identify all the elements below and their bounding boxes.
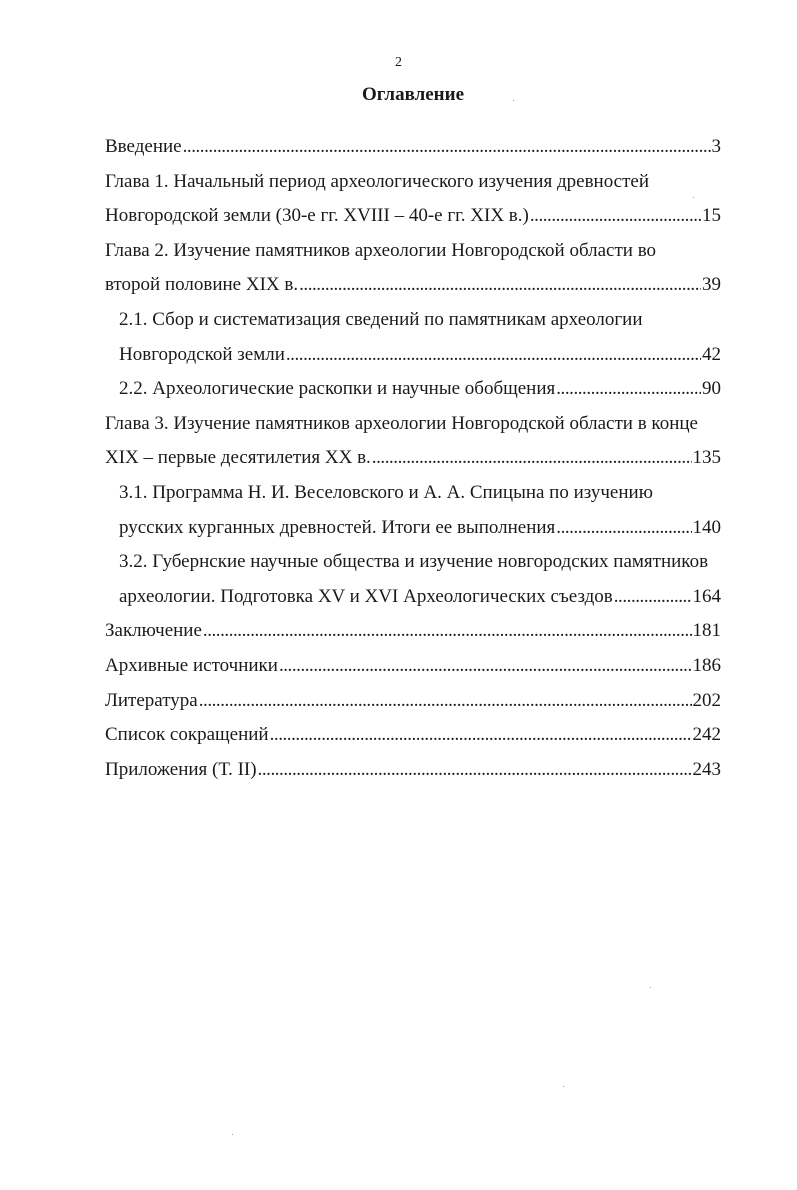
toc-entry-text: Литература bbox=[105, 689, 198, 711]
dot-leader bbox=[556, 372, 701, 407]
toc-entry-conclusion bbox=[105, 614, 721, 649]
toc-page-number: 242 bbox=[692, 724, 721, 746]
toc-page-number: 202 bbox=[692, 689, 721, 711]
page-number: 2 bbox=[395, 55, 402, 70]
toc-entry-text: Глава 3. Изучение памятников археологии Новгородской области в конце bbox=[105, 412, 698, 434]
toc-page-number: 186 bbox=[692, 654, 721, 676]
toc-page-number: 140 bbox=[692, 516, 721, 538]
toc-entry-chapter-1-cont bbox=[105, 199, 721, 234]
toc-entry-text: Список сокращений bbox=[105, 724, 269, 746]
toc-page-number: 15 bbox=[702, 205, 721, 227]
dot-leader bbox=[530, 199, 701, 234]
dot-leader bbox=[258, 753, 692, 788]
toc-entry-section-2-1-cont bbox=[105, 338, 721, 373]
toc-entry-chapter-1 bbox=[105, 165, 721, 200]
toc-entry-text: XIX – первые десятилетия XX в. bbox=[105, 447, 371, 469]
toc-entry-archival-sources bbox=[105, 649, 721, 684]
scan-speck bbox=[650, 987, 651, 988]
scan-speck bbox=[232, 1134, 233, 1135]
table-of-contents bbox=[105, 130, 721, 787]
toc-entry-chapter-3 bbox=[105, 407, 721, 442]
toc-entry-text: Заключение bbox=[105, 620, 202, 642]
toc-entry-introduction bbox=[105, 130, 721, 165]
dot-leader bbox=[199, 684, 692, 719]
toc-entry-text: 2.1. Сбор и систематизация сведений по памятникам археологии bbox=[119, 308, 643, 330]
dot-leader bbox=[203, 614, 692, 649]
toc-entry-literature bbox=[105, 684, 721, 719]
scan-speck bbox=[513, 100, 514, 101]
toc-page-number: 3 bbox=[711, 136, 721, 157]
toc-page-number: 90 bbox=[702, 378, 721, 400]
scan-speck bbox=[693, 197, 694, 198]
toc-page-number: 135 bbox=[692, 447, 721, 469]
toc-entry-text: русских курганных древностей. Итоги ее выполнения bbox=[119, 516, 556, 538]
toc-entry-text: Новгородской земли bbox=[119, 343, 285, 365]
toc-entry-text: археологии. Подготовка XV и XVI Археологических съездов bbox=[119, 585, 613, 607]
toc-entry-abbreviations bbox=[105, 718, 721, 753]
toc-page-number: 42 bbox=[702, 343, 721, 365]
toc-entry-chapter-2 bbox=[105, 234, 721, 269]
toc-page-number: 39 bbox=[702, 274, 721, 296]
dot-leader bbox=[556, 511, 691, 546]
toc-entry-appendices bbox=[105, 753, 721, 788]
page-title: Оглавление bbox=[361, 84, 465, 105]
toc-entry-text: 3.2. Губернские научные общества и изучение новгородских памятников bbox=[119, 551, 709, 573]
toc-entry-text: Приложения (Т. II) bbox=[105, 758, 257, 780]
toc-entry-section-3-2-cont bbox=[105, 580, 721, 615]
scan-speck bbox=[563, 1086, 564, 1087]
toc-entry-section-2-2 bbox=[105, 372, 721, 407]
toc-entry-text: Архивные источники bbox=[105, 654, 278, 676]
toc-entry-section-3-2 bbox=[105, 545, 721, 580]
dot-leader bbox=[614, 580, 692, 615]
dot-leader bbox=[372, 441, 692, 476]
toc-entry-text: Новгородской земли (30-е гг. XVIII – 40-е гг. XIX в.) bbox=[105, 205, 529, 227]
toc-entry-chapter-3-cont bbox=[105, 441, 721, 476]
dot-leader bbox=[286, 338, 701, 373]
dot-leader bbox=[183, 130, 711, 165]
toc-entry-section-3-1 bbox=[105, 476, 721, 511]
toc-entry-text: второй половине XIX в. bbox=[105, 274, 299, 296]
toc-entry-chapter-2-cont bbox=[105, 268, 721, 303]
toc-entry-section-2-1 bbox=[105, 303, 721, 338]
toc-entry-text: Глава 2. Изучение памятников археологии Новгородской области во bbox=[105, 239, 657, 261]
dot-leader bbox=[270, 718, 692, 753]
toc-entry-text: 3.1. Программа Н. И. Веселовского и А. А. Спицына по изучению bbox=[119, 481, 653, 503]
toc-page-number: 181 bbox=[692, 620, 721, 642]
dot-leader bbox=[279, 649, 692, 684]
toc-entry-section-3-1-cont bbox=[105, 511, 721, 546]
toc-entry-text: Глава 1. Начальный период археологического изучения древностей bbox=[105, 170, 650, 192]
toc-page-number: 164 bbox=[692, 585, 721, 607]
toc-entry-text: Введение bbox=[105, 136, 182, 157]
dot-leader bbox=[299, 268, 701, 303]
toc-page-number: 243 bbox=[692, 758, 721, 780]
toc-entry-text: 2.2. Археологические раскопки и научные обобщения bbox=[119, 378, 556, 400]
